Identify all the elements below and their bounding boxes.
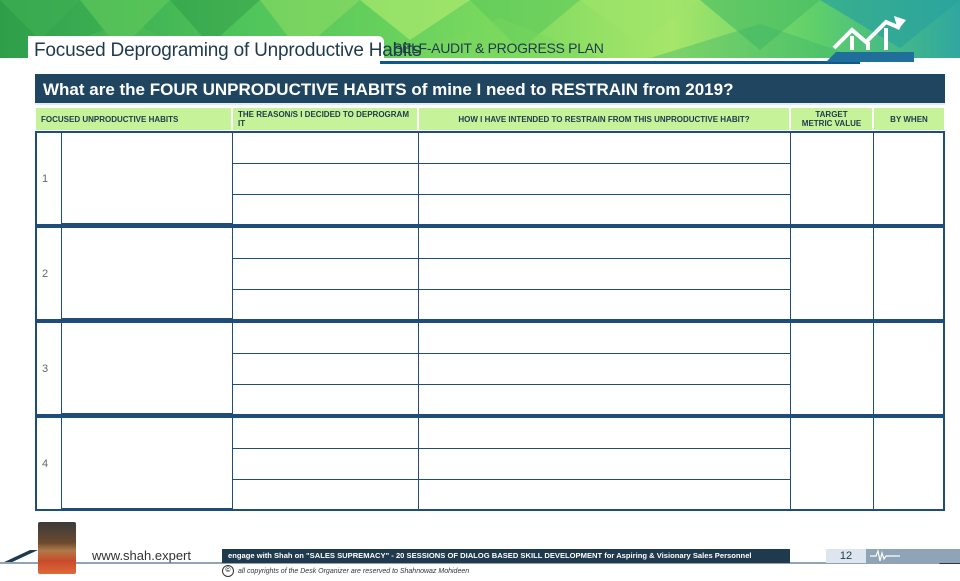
col-header-reason: THE REASON/S I DECIDED TO DEPROGRAM IT [232, 107, 418, 131]
how-cell[interactable] [419, 228, 791, 259]
reason-cell[interactable] [233, 323, 419, 354]
reason-cell[interactable] [233, 195, 419, 224]
how-cell[interactable] [419, 418, 791, 449]
reason-cell[interactable] [233, 418, 419, 449]
by-when-cell[interactable] [874, 133, 943, 224]
col-header-target-label: TARGET METRIC VALUE [801, 110, 862, 128]
how-cell[interactable] [419, 354, 791, 385]
reason-cell[interactable] [233, 164, 419, 195]
row-number: 3 [37, 323, 62, 414]
target-cell[interactable] [791, 323, 874, 414]
reason-cell[interactable] [233, 480, 419, 509]
how-cell[interactable] [419, 323, 791, 354]
reason-cell[interactable] [233, 449, 419, 480]
author-photo [38, 522, 76, 574]
reason-cell[interactable] [233, 385, 419, 414]
reason-cell[interactable] [233, 290, 419, 319]
page-title: Focused Deprograming of Unproductive Habits [34, 40, 422, 61]
how-cell[interactable] [419, 164, 791, 195]
habit-row-group [35, 321, 945, 416]
row-number: 4 [37, 418, 62, 509]
question-heading: What are the FOUR UNPRODUCTIVE HABITS of mine I need to RESTRAIN from 2019? [35, 74, 945, 105]
row-number: 2 [37, 228, 62, 319]
habit-row-group [35, 131, 945, 226]
by-when-cell[interactable] [874, 323, 943, 414]
target-cell[interactable] [791, 418, 874, 509]
copyright-line [222, 565, 469, 577]
by-when-cell[interactable] [874, 228, 943, 319]
rising-chart-logo-icon [826, 12, 914, 62]
how-cell[interactable] [419, 385, 791, 414]
col-header-how: HOW I HAVE INTENDED TO RESTRAIN FROM THIS UNPRODUCTIVE HABIT? [418, 107, 790, 131]
reason-cell[interactable] [233, 133, 419, 164]
col-header-by-when: BY WHEN [873, 107, 945, 131]
how-cell[interactable] [419, 133, 791, 164]
habit-cell[interactable] [62, 228, 233, 319]
by-when-cell[interactable] [874, 418, 943, 509]
subtitle-underline [380, 61, 860, 64]
table-header [35, 107, 945, 131]
habit-cell[interactable] [62, 323, 233, 414]
row-number: 1 [37, 133, 62, 224]
col-header-target [790, 107, 873, 131]
reason-cell[interactable] [233, 354, 419, 385]
how-cell[interactable] [419, 259, 791, 290]
how-cell[interactable] [419, 195, 791, 224]
col-header-habits: FOCUSED UNPRODUCTIVE HABITS [35, 107, 232, 131]
copyright-icon: © [222, 565, 234, 577]
engage-banner: engage with Shah on "SALES SUPREMACY" - 20 SESSIONS OF DIALOG BASED SKILL DEVELOPMENT for Aspiring & Visionary Sales Personnel [222, 549, 790, 563]
how-cell[interactable] [419, 290, 791, 319]
reason-cell[interactable] [233, 259, 419, 290]
copyright-text: all copyrights of the Desk Organizer are reserved to Shahnowaz Mohideen [238, 567, 470, 575]
habit-cell[interactable] [62, 418, 233, 509]
habit-row-group [35, 416, 945, 511]
reason-cell[interactable] [233, 228, 419, 259]
habit-cell[interactable] [62, 133, 233, 224]
heartbeat-icon [866, 549, 960, 563]
how-cell[interactable] [419, 480, 791, 509]
website-link[interactable]: www.shah.expert [92, 548, 191, 563]
target-cell[interactable] [791, 133, 874, 224]
habit-row-group [35, 226, 945, 321]
target-cell[interactable] [791, 228, 874, 319]
page-number: 12 [826, 549, 866, 563]
how-cell[interactable] [419, 449, 791, 480]
page-subtitle: SELF-AUDIT & PROGRESS PLAN [393, 40, 604, 56]
